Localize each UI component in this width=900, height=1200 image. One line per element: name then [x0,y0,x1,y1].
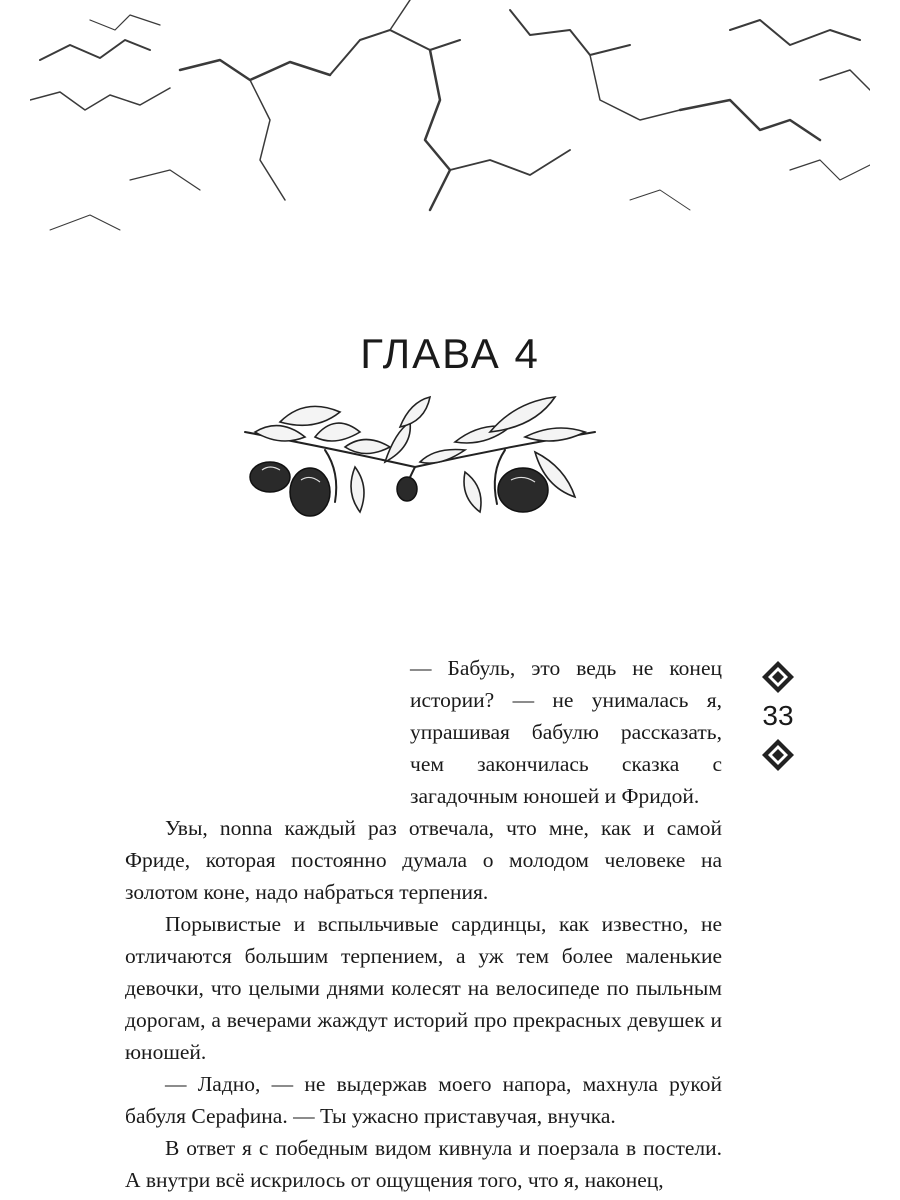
diamond-ornament-icon [761,660,795,694]
paragraph: Увы, nonna каждый раз отвечала, что мне, как и самой Фриде, которая постоянно думала о молодом человеке на золотом коне, надо набраться терпения. [125,816,722,904]
paragraph: — Бабуль, это ведь не конец истории? — не унималась я, упрашивая бабулю рассказать, чем закончилась сказка с загадочным юношей и Фридой. [410,656,722,808]
page-margin [755,660,801,772]
paragraph: — Ладно, — не выдержав моего напора, махнула рукой бабуля Серафина. — Ты ужасно приставучая, внучка. [125,1072,722,1128]
diamond-ornament-icon [761,738,795,772]
paragraph: Порывистые и вспыльчивые сардинцы, как известно, не отличаются большим терпением, а уж тем более маленькие девочки, что целыми днями колесят на велосипеде по пыльным дорогам, а вечерами жаждут историй про прекрасных девушек и юношей. [125,912,722,1064]
paragraph: В ответ я с победным видом кивнула и поерзала в постели. А внутри всё искрилось от ощущения того, что я, наконец, [125,1136,722,1192]
page-number: 33 [762,700,794,731]
chapter-body [125,652,722,1196]
marble-texture [30,0,870,300]
chapter-title: ГЛАВА 4 [360,330,540,377]
olive-branch-icon [235,392,605,522]
